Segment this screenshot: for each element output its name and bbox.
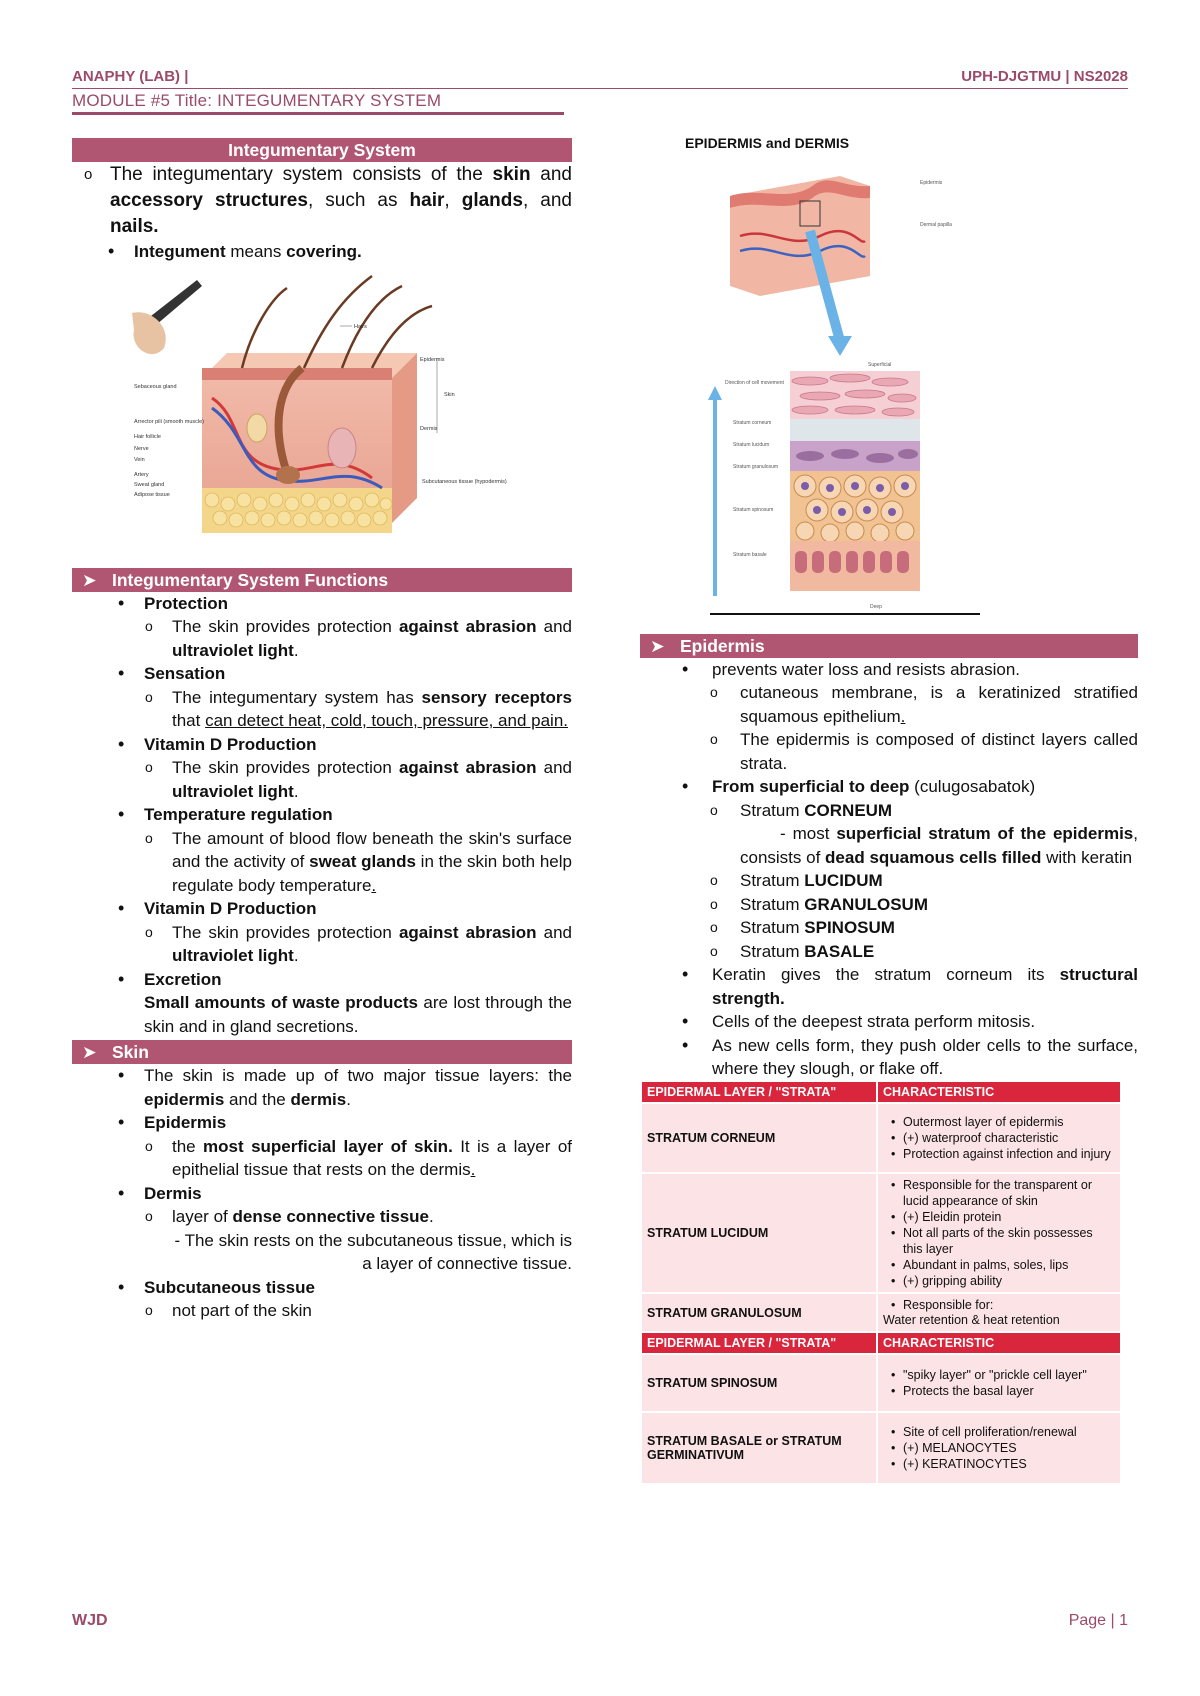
epi-order: • From superficial to deep (culugosabatok): [640, 775, 1138, 799]
intro-text: o The integumentary system consists of the skin and accessory structures, such as hair, glands, and nails.: [72, 162, 572, 240]
table-header-row: [641, 1332, 1121, 1354]
stratum-corneum: o Stratum CORNEUM: [640, 799, 1138, 823]
fn-sensation: • Sensation: [72, 662, 572, 686]
row-item: • (+) Eleidin protein: [883, 1209, 1115, 1225]
row-item: • Outermost layer of epidermis: [883, 1114, 1115, 1130]
page-footer: [72, 1612, 1128, 1630]
label-superficial: Superficial: [868, 361, 892, 368]
row-item: • Not all parts of the skin possesses this layer: [883, 1225, 1115, 1257]
section-functions: ➤ Integumentary System Functions: [72, 568, 572, 592]
fn-temperature-text: o The amount of blood flow beneath the skin's surface and the activity of sweat glands in the skin both help regulate body temperature.: [72, 827, 572, 898]
section-epidermis: ➤ Epidermis: [640, 634, 1138, 658]
fn-vitd-text: o The skin provides protection against abrasion and ultraviolet light.: [72, 756, 572, 803]
label-hairs: Hairs: [354, 323, 367, 330]
section-skin: ➤ Skin: [72, 1040, 572, 1064]
skin-dermis-sub: - The skin rests on the subcutaneous tissue, which is a layer of connective tissue.: [174, 1230, 572, 1273]
module-title: MODULE #5 Title: INTEGUMENTARY SYSTEM: [72, 91, 442, 110]
table-row: [641, 1173, 1121, 1293]
label-hair-follicle: Hair follicle: [134, 433, 161, 440]
label-adipose-tissue: Adipose tissue: [134, 491, 170, 498]
mitosis-note: • Cells of the deepest strata perform mitosis.: [640, 1010, 1138, 1034]
epi-water-loss: • prevents water loss and resists abrasion.: [640, 658, 1138, 682]
integument-note: • Integument means covering.: [62, 240, 572, 264]
skin-subq: • Subcutaneous tissue: [72, 1276, 572, 1300]
fn-sensation-text: o The integumentary system has sensory receptors that can detect heat, cold, touch, pressure, and pain.: [72, 686, 572, 733]
stratum-spinosum: o Stratum SPINOSUM: [640, 916, 1138, 940]
pen-hand-icon: [132, 280, 202, 354]
table-row: [641, 1354, 1121, 1412]
label-sebaceous-gland: Sebaceous gland: [134, 383, 177, 390]
label-lucidum: Stratum lucidum: [733, 441, 770, 448]
label-direction: Direction of cell movement: [725, 379, 784, 386]
row-item: • Site of cell proliferation/renewal: [883, 1424, 1115, 1440]
fn-excretion-text: Small amounts of waste products are lost through the skin and in gland secretions.: [144, 993, 573, 1036]
label-artery: Artery: [134, 471, 149, 478]
skin-epidermis-text: o the most superficial layer of skin. It is a layer of epithelial tissue that rests on the dermis.: [72, 1135, 572, 1182]
header-school: UPH-DJGTMU | NS2028: [961, 68, 1128, 85]
row-item: • Responsible for:: [883, 1297, 1115, 1313]
label-basale: Stratum basale: [733, 551, 767, 558]
fn-protection: • Protection: [72, 592, 572, 616]
row-name: STRATUM GRANULOSUM: [641, 1293, 877, 1332]
table-row: [641, 1103, 1121, 1173]
table-header-row: [641, 1081, 1121, 1103]
stratum-basale: o Stratum BASALE: [640, 940, 1138, 964]
new-cells-note: • As new cells form, they push older cells to the surface, where they slough, or flake off.: [640, 1034, 1138, 1081]
skin-dermis: • Dermis: [72, 1182, 572, 1206]
label-vein: Vein: [134, 456, 145, 463]
page-header: [72, 68, 1128, 115]
skin-subq-text: o not part of the skin: [72, 1299, 572, 1323]
label-deep: Deep: [870, 603, 882, 610]
arrow-icon: ➤: [82, 1042, 97, 1062]
table-header-characteristic: CHARACTERISTIC: [877, 1081, 1121, 1103]
row-item: • Responsible for the transparent or lucid appearance of skin: [883, 1177, 1115, 1209]
arrow-icon: ➤: [82, 569, 97, 590]
row-name: STRATUM SPINOSUM: [641, 1354, 877, 1412]
section-integumentary-system: Integumentary System: [72, 138, 572, 162]
label-dermal-papilla: Dermal papilla: [920, 221, 952, 228]
row-item: • (+) MELANOCYTES: [883, 1440, 1115, 1456]
row-name: STRATUM BASALE or STRATUM GERMINATIVUM: [641, 1412, 877, 1484]
fn-excretion: • Excretion: [72, 968, 572, 992]
row-item: Water retention & heat retention: [883, 1313, 1060, 1327]
left-column: [72, 138, 572, 1323]
page-number: Page | 1: [1068, 1612, 1128, 1629]
fn-vitd-2-text: o The skin provides protection against abrasion and ultraviolet light.: [72, 921, 572, 968]
right-column: [640, 132, 1138, 1081]
label-subcutaneous: Subcutaneous tissue (hypodermis): [422, 478, 507, 485]
row-item: • Protects the basal layer: [883, 1383, 1115, 1399]
label-granulosum: Stratum granulosum: [733, 463, 779, 470]
table-header-characteristic: CHARACTERISTIC: [877, 1332, 1121, 1354]
epi-cutaneous: o cutaneous membrane, is a keratinized stratified squamous epithelium.: [640, 681, 1138, 728]
table-header-layer: EPIDERMAL LAYER / "STRATA": [641, 1332, 877, 1354]
table-row: [641, 1412, 1121, 1484]
row-name: STRATUM CORNEUM: [641, 1103, 877, 1173]
row-item: • Abundant in palms, soles, lips: [883, 1257, 1115, 1273]
epidermis-dermis-figure: [640, 156, 1040, 616]
stratum-lucidum: o Stratum LUCIDUM: [640, 869, 1138, 893]
label-epidermis: Epidermis: [420, 356, 445, 363]
row-name: STRATUM LUCIDUM: [641, 1173, 877, 1293]
row-item: • (+) waterproof characteristic: [883, 1130, 1115, 1146]
skin-dermis-text: o layer of dense connective tissue.: [72, 1205, 572, 1229]
skin-layers: • The skin is made up of two major tissue layers: the epidermis and the dermis.: [72, 1064, 572, 1111]
label-epidermis: Epidermis: [920, 179, 943, 186]
skin-cross-section-figure: [72, 268, 572, 558]
stratum-granulosum: o Stratum GRANULOSUM: [640, 893, 1138, 917]
arrow-icon: ➤: [650, 635, 665, 656]
fn-protection-text: o The skin provides protection against abrasion and ultraviolet light.: [72, 615, 572, 662]
label-sweat-gland: Sweat gland: [134, 481, 165, 488]
row-item: • Protection against infection and injury: [883, 1146, 1115, 1162]
strata-table: [640, 1080, 1122, 1485]
label-nerve: Nerve: [134, 445, 149, 452]
label-dermis: Dermis: [420, 425, 438, 432]
label-skin: Skin: [444, 391, 455, 398]
table-header-layer: EPIDERMAL LAYER / "STRATA": [641, 1081, 877, 1103]
row-item: • "spiky layer" or "prickle cell layer": [883, 1367, 1115, 1383]
fn-vitd-2: • Vitamin D Production: [72, 897, 572, 921]
header-course: ANAPHY (LAB) |: [72, 68, 189, 85]
label-corneum: Stratum corneum: [733, 419, 772, 426]
table-row: [641, 1293, 1121, 1332]
row-item: • (+) gripping ability: [883, 1273, 1115, 1289]
label-spinosum: Stratum spinosum: [733, 506, 774, 513]
fn-temperature: • Temperature regulation: [72, 803, 572, 827]
stratum-corneum-desc: - most superficial stratum of the epidermis, consists of dead squamous cells filled with keratin: [740, 824, 1138, 867]
footer-initials: WJD: [72, 1612, 108, 1629]
keratin-note: • Keratin gives the stratum corneum its structural strength.: [640, 963, 1138, 1010]
label-arrector-pili: Arrector pili (smooth muscle): [134, 418, 204, 425]
skin-epidermis: • Epidermis: [72, 1111, 572, 1135]
figure-title: EPIDERMIS and DERMIS: [685, 135, 850, 151]
row-item: • (+) KERATINOCYTES: [883, 1456, 1115, 1472]
fn-vitd: • Vitamin D Production: [72, 733, 572, 757]
epi-strata: o The epidermis is composed of distinct layers called strata.: [640, 728, 1138, 775]
